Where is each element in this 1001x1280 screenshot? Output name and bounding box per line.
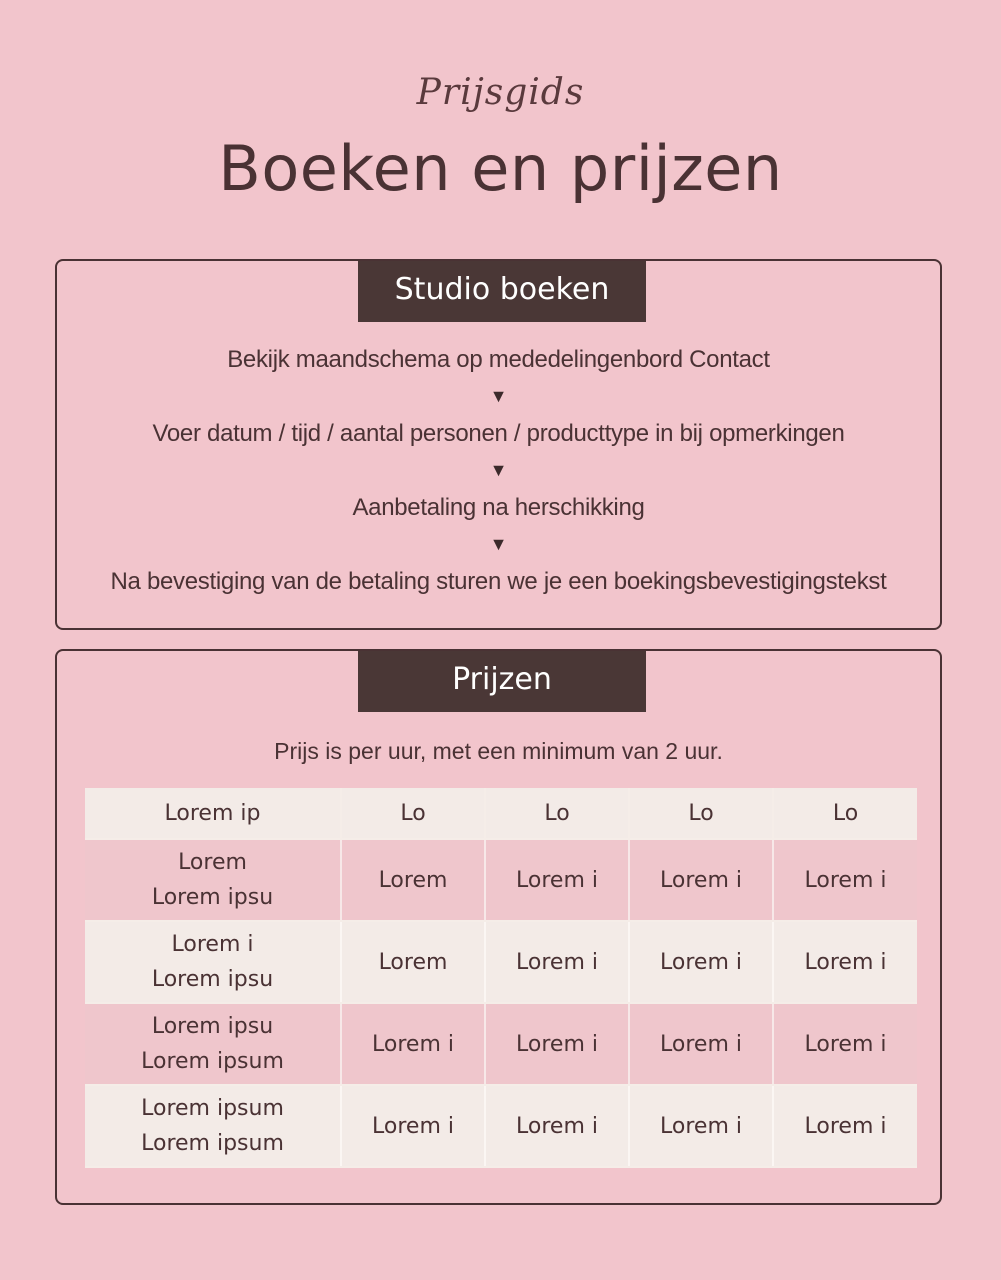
booking-step: Aanbetaling na herschikking xyxy=(352,494,645,521)
table-cell: Lorem i xyxy=(629,921,773,1003)
table-header-row xyxy=(85,788,917,839)
table-cell: Lorem i xyxy=(341,1085,485,1167)
row-label-line: Lorem ipsu xyxy=(151,1014,274,1039)
row-label-line: Lorem ipsum xyxy=(141,1049,284,1074)
row-label-line: Lorem ipsum xyxy=(141,1096,284,1121)
column-header: Lo xyxy=(773,788,917,839)
page-title: Boeken en prijzen xyxy=(218,132,783,205)
table-row xyxy=(85,921,917,1003)
row-label-line: Lorem i xyxy=(171,932,254,957)
row-label-line: Lorem xyxy=(178,850,247,875)
table-cell: Lorem i xyxy=(773,839,917,921)
table-row xyxy=(85,1003,917,1085)
table-cell: Lorem i xyxy=(629,1003,773,1085)
table-cell: Lorem i xyxy=(773,921,917,1003)
prices-section xyxy=(55,649,942,1205)
table-cell: Lorem i xyxy=(485,1085,629,1167)
page-subtitle: Prijsgids xyxy=(416,72,585,113)
price-note: Prijs is per uur, met een minimum van 2 uur. xyxy=(274,738,723,764)
row-label xyxy=(85,1085,341,1167)
booking-step: Bekijk maandschema op mededelingenbord Contact xyxy=(227,346,770,373)
column-header: Lo xyxy=(629,788,773,839)
booking-step: Voer datum / tijd / aantal personen / producttype in bij opmerkingen xyxy=(152,420,845,447)
arrow-down-icon: ▼ xyxy=(489,534,508,554)
row-label-line: Lorem ipsum xyxy=(141,1131,284,1156)
price-table xyxy=(85,788,917,1168)
table-cell: Lorem i xyxy=(773,1003,917,1085)
column-header: Lorem ip xyxy=(85,788,341,839)
arrow-down-icon: ▼ xyxy=(489,460,508,480)
row-label xyxy=(85,921,341,1003)
table-row xyxy=(85,839,917,921)
table-cell: Lorem xyxy=(341,839,485,921)
table-cell: Lorem i xyxy=(773,1085,917,1167)
row-label-line: Lorem ipsu xyxy=(151,967,274,992)
row-label xyxy=(85,1003,341,1085)
column-header: Lo xyxy=(341,788,485,839)
table-cell: Lorem i xyxy=(629,1085,773,1167)
table-cell: Lorem i xyxy=(485,921,629,1003)
booking-section-tag: Studio boeken xyxy=(358,261,646,322)
table-cell: Lorem i xyxy=(629,839,773,921)
table-row xyxy=(85,1085,917,1167)
column-header: Lo xyxy=(485,788,629,839)
row-label xyxy=(85,839,341,921)
booking-step: Na bevestiging van de betaling sturen we je een boekingsbevestigingstekst xyxy=(110,568,887,595)
arrow-down-icon: ▼ xyxy=(489,386,508,406)
prices-section-tag: Prijzen xyxy=(358,651,646,712)
table-cell: Lorem i xyxy=(485,839,629,921)
table-cell: Lorem i xyxy=(341,1003,485,1085)
table-cell: Lorem xyxy=(341,921,485,1003)
table-cell: Lorem i xyxy=(485,1003,629,1085)
row-label-line: Lorem ipsu xyxy=(151,885,274,910)
booking-flow xyxy=(57,341,940,600)
booking-section xyxy=(55,259,942,630)
